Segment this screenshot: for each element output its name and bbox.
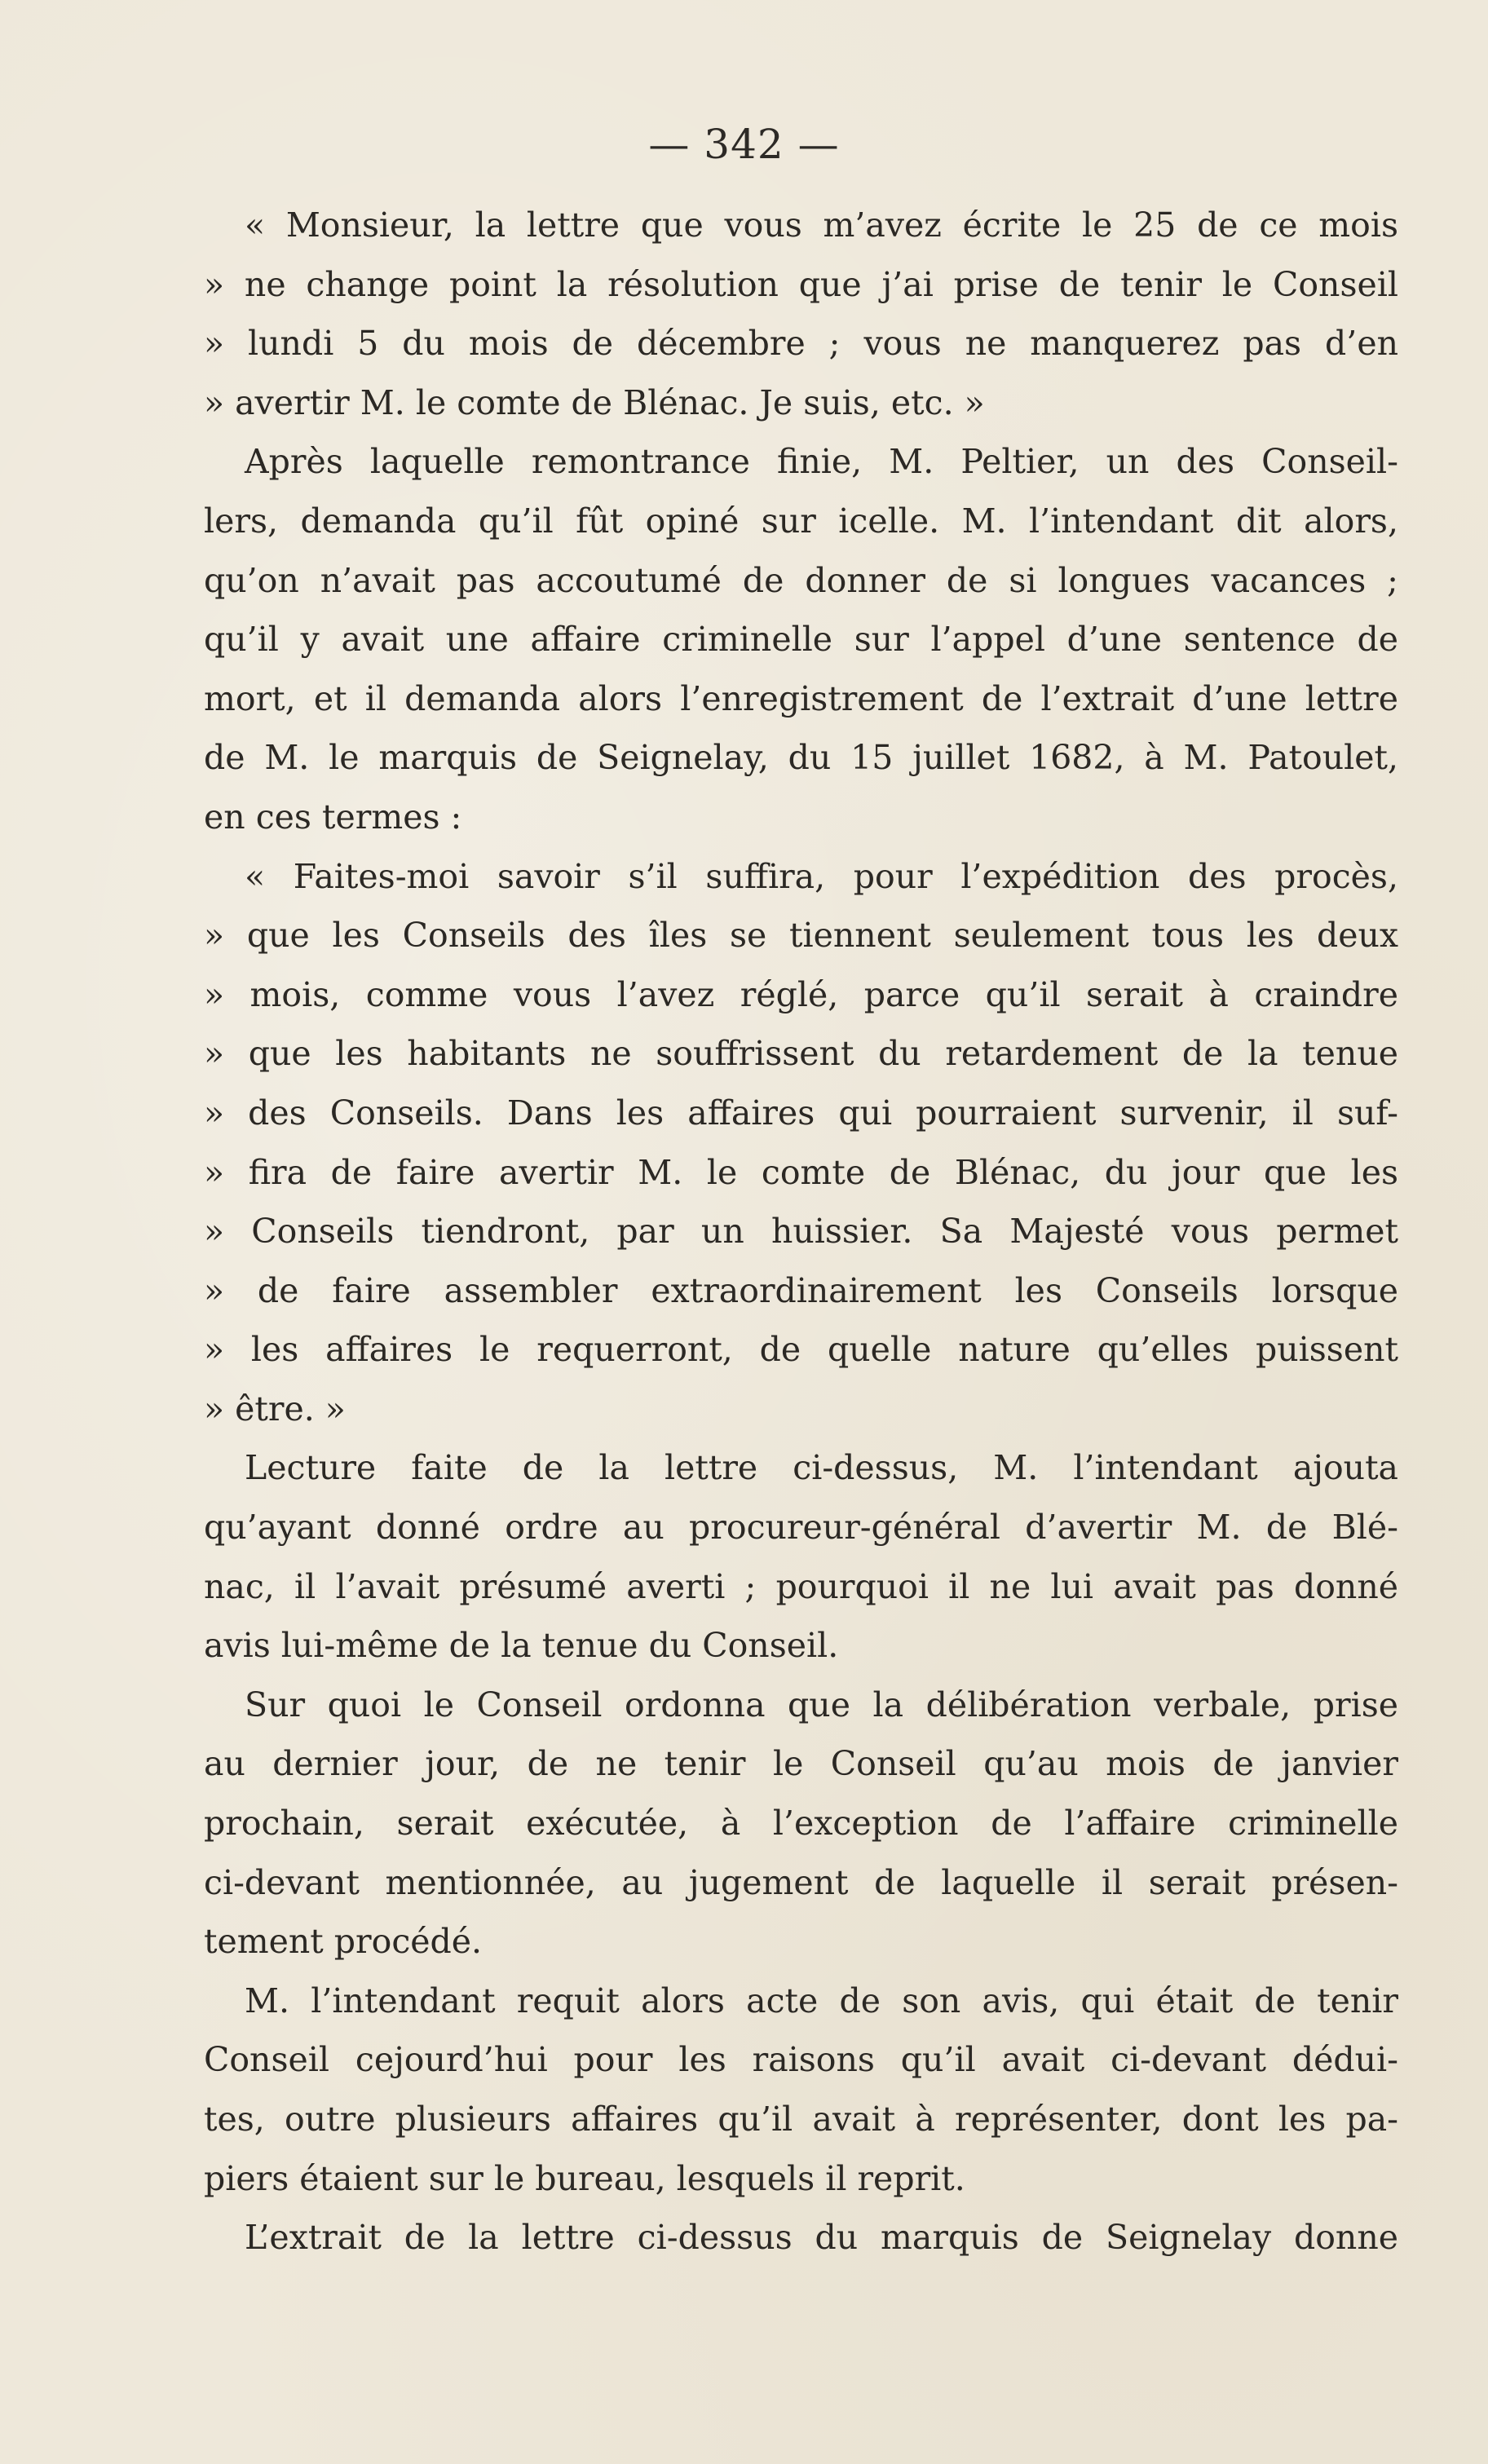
text-line-content: qu’ayant donné ordre au procureur-général d’avertir M. de Blé- (204, 1508, 1398, 1548)
text-line (204, 373, 1398, 433)
text-line-content: au dernier jour, de ne tenir le Conseil qu’au mois de janvier (204, 1744, 1398, 1784)
text-line-content: « Faites-moi savoir s’il suffira, pour l’expédition des procès, (245, 856, 1398, 896)
text-line-content: » avertir M. le comte de Blénac. Je suis, etc. » (204, 382, 985, 422)
text-line (204, 1912, 1398, 1972)
text-line (204, 1794, 1398, 1853)
text-line-content: qu’il y avait une affaire criminelle sur l’appel d’une sentence de (204, 620, 1398, 660)
text-line (204, 965, 1398, 1025)
text-line (204, 2208, 1398, 2267)
text-line-content: » de faire assembler extraordinairement les Conseils lorsque (204, 1270, 1398, 1310)
text-line (204, 432, 1398, 492)
text-line (204, 551, 1398, 611)
text-line (204, 492, 1398, 551)
text-line-content: nac, il l’avait présumé averti ; pourquoi il ne lui avait pas donné (204, 1566, 1398, 1606)
text-line (204, 788, 1398, 847)
text-line (204, 669, 1398, 729)
text-line-content: de M. le marquis de Seignelay, du 15 juillet 1682, à M. Patoulet, (204, 738, 1398, 778)
text-line-content: avis lui-même de la tenue du Conseil. (204, 1626, 839, 1666)
text-line (204, 1024, 1398, 1084)
text-line (204, 255, 1398, 315)
text-line-content: » être. » (204, 1389, 346, 1429)
text-line-content: » que les Conseils des îles se tiennent seulement tous les deux (204, 916, 1398, 956)
text-line-content: » lundi 5 du mois de décembre ; vous ne manquerez pas d’en (204, 324, 1398, 364)
text-line-content: ci-devant mentionnée, au jugement de laquelle il serait présen- (204, 1862, 1398, 1902)
text-line-content: » Conseils tiendront, par un huissier. Sa Majesté vous permet (204, 1212, 1398, 1252)
text-line (204, 1616, 1398, 1676)
text-line (204, 1261, 1398, 1321)
text-line-content: Conseil cejourd’hui pour les raisons qu’il avait ci-devant dédui- (204, 2040, 1398, 2080)
text-line (204, 1320, 1398, 1380)
text-line (204, 1557, 1398, 1617)
text-line (204, 1498, 1398, 1557)
text-line (204, 196, 1398, 255)
text-line (204, 1438, 1398, 1498)
text-line (204, 1202, 1398, 1261)
text-line-content: M. l’intendant requit alors acte de son avis, qui était de tenir (245, 1980, 1398, 2020)
text-line-content: Lecture faite de la lettre ci-dessus, M. l’intendant ajouta (245, 1448, 1398, 1488)
text-line-content: prochain, serait exécutée, à l’exception de l’affaire criminelle (204, 1804, 1398, 1844)
text-line-content: « Monsieur, la lettre que vous m’avez écrite le 25 de ce mois (245, 205, 1398, 245)
text-line-content: » mois, comme vous l’avez réglé, parce qu’il serait à craindre (204, 974, 1398, 1014)
page-number: — 342 — (648, 121, 840, 168)
text-line-content: mort, et il demanda alors l’enregistrement de l’extrait d’une lettre (204, 678, 1398, 718)
text-line-content: Après laquelle remontrance finie, M. Peltier, un des Conseil- (245, 442, 1398, 482)
text-line-content: tement procédé. (204, 1922, 483, 1962)
text-line (204, 610, 1398, 669)
text-line-content: tes, outre plusieurs affaires qu’il avait à représenter, dont les pa- (204, 2100, 1398, 2139)
text-line-content: Sur quoi le Conseil ordonna que la délibération verbale, prise (245, 1685, 1398, 1724)
text-line (204, 1734, 1398, 1794)
text-line (204, 1084, 1398, 1143)
text-line-content: en ces termes : (204, 797, 462, 837)
text-line-content: » des Conseils. Dans les affaires qui pourraient survenir, il suf- (204, 1093, 1398, 1133)
text-line (204, 847, 1398, 907)
text-line (204, 1380, 1398, 1439)
text-line (204, 1972, 1398, 2031)
text-line-content: » les affaires le requerront, de quelle nature qu’elles puissent (204, 1330, 1398, 1370)
text-line-content: » que les habitants ne souffrissent du retardement de la tenue (204, 1034, 1398, 1074)
text-line-content: piers étaient sur le bureau, lesquels il reprit. (204, 2158, 965, 2198)
text-line (204, 314, 1398, 373)
text-line (204, 2030, 1398, 2090)
text-line-content: » fira de faire avertir M. le comte de Blénac, du jour que les (204, 1152, 1398, 1192)
text-line (204, 728, 1398, 788)
text-line-content: » ne change point la résolution que j’ai prise de tenir le Conseil (204, 264, 1398, 304)
text-line (204, 2149, 1398, 2209)
text-line-content: lers, demanda qu’il fût opiné sur icelle. M. l’intendant dit alors, (204, 501, 1398, 541)
text-line (204, 1143, 1398, 1203)
text-line (204, 1676, 1398, 1735)
text-line (204, 1853, 1398, 1913)
text-line-content: L’extrait de la lettre ci-dessus du marquis de Seignelay donne (245, 2218, 1398, 2258)
text-line-content: qu’on n’avait pas accoutumé de donner de si longues vacances ; (204, 560, 1398, 600)
body-text (204, 196, 1398, 2267)
text-line (204, 2090, 1398, 2149)
text-line (204, 906, 1398, 965)
